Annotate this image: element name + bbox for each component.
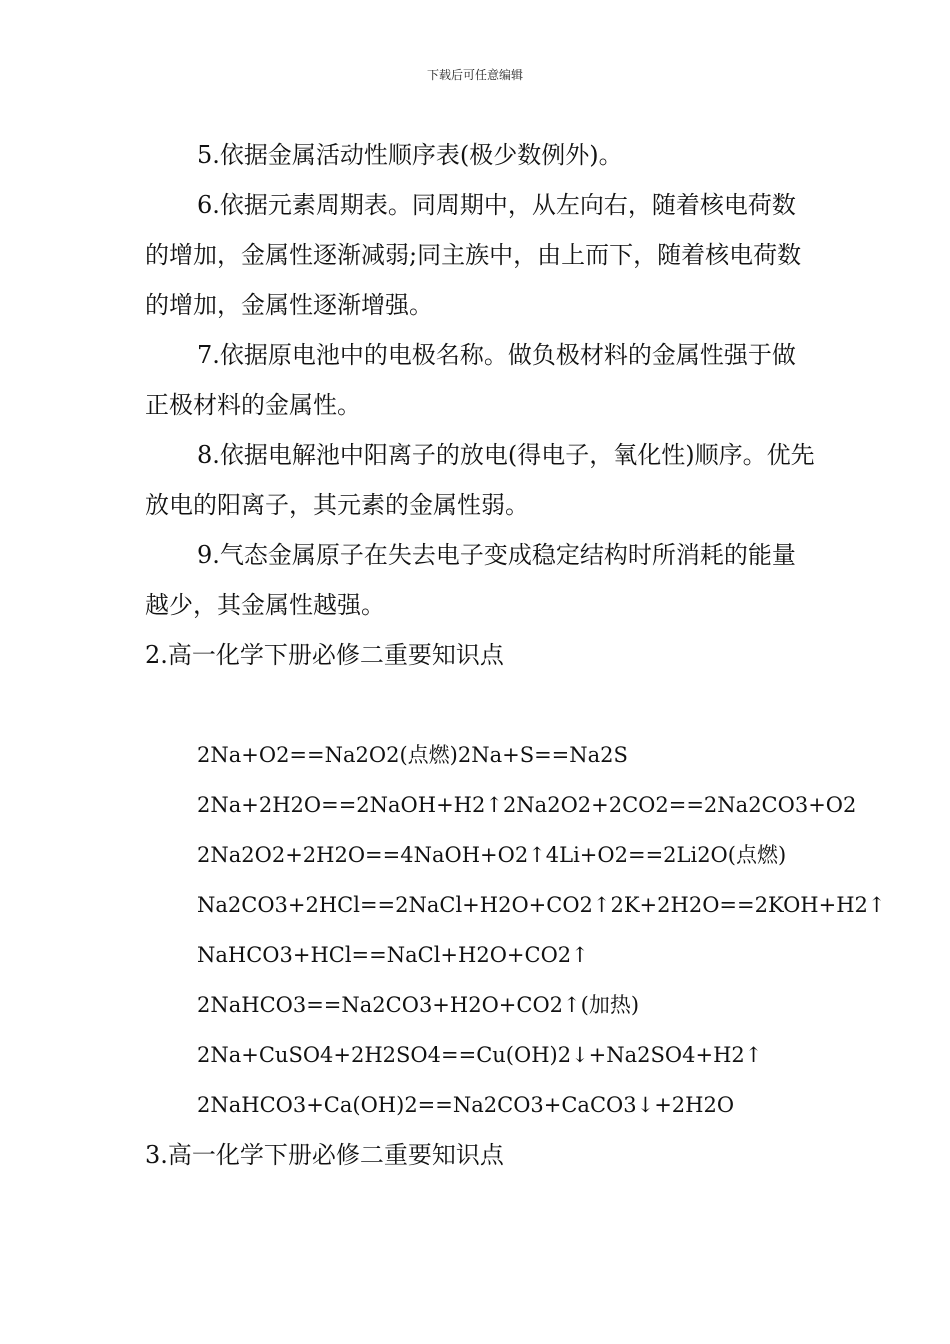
paragraph-7: 7.依据原电池中的电极名称。做负极材料的金属性强于做正极材料的金属性。 (145, 341, 796, 419)
paragraph-9: 9.气态金属原子在失去电子变成稳定结构时所消耗的能量越少，其金属性越强。 (145, 541, 796, 619)
equation-line: 2NaHCO3==Na2CO3+H2O+CO2↑(加热) (197, 993, 640, 1017)
paragraph-5: 5.依据金属活动性顺序表(极少数例外)。 (197, 141, 623, 169)
spacer (145, 680, 815, 730)
section-2-heading: 2.高一化学下册必修二重要知识点 (145, 641, 504, 669)
document-body (145, 130, 886, 1180)
equation-line: 2NaHCO3+Ca(OH)2==Na2CO3+CaCO3↓+2H2O (197, 1093, 735, 1117)
page-header: 下载后可任意编辑 (426, 68, 523, 82)
equation-line: 2Na2O2+2H2O==4NaOH+O2↑4Li+O2==2Li2O(点燃) (197, 843, 787, 867)
equation-line: 2Na+CuSO4+2H2SO4==Cu(OH)2↓+Na2SO4+H2↑ (197, 1043, 763, 1067)
section-3-heading: 3.高一化学下册必修二重要知识点 (145, 1141, 504, 1169)
equation-line: 2Na+O2==Na2O2(点燃)2Na+S==Na2S (197, 743, 628, 767)
equation-line: NaHCO3+HCl==NaCl+H2O+CO2↑ (197, 943, 589, 967)
paragraph-8: 8.依据电解池中阳离子的放电(得电子，氧化性)顺序。优先放电的阳离子，其元素的金属性弱。 (145, 441, 815, 519)
equation-line: 2Na+2H2O==2NaOH+H2↑2Na2O2+2CO2==2Na2CO3+O2 (197, 793, 857, 817)
paragraph-6: 6.依据元素周期表。同周期中，从左向右，随着核电荷数的增加，金属性逐渐减弱;同主族中，由上而下，随着核电荷数的增加，金属性逐渐增强。 (145, 191, 802, 319)
equation-line: Na2CO3+2HCl==2NaCl+H2O+CO2↑2K+2H2O==2KOH+H2↑ (197, 893, 886, 917)
